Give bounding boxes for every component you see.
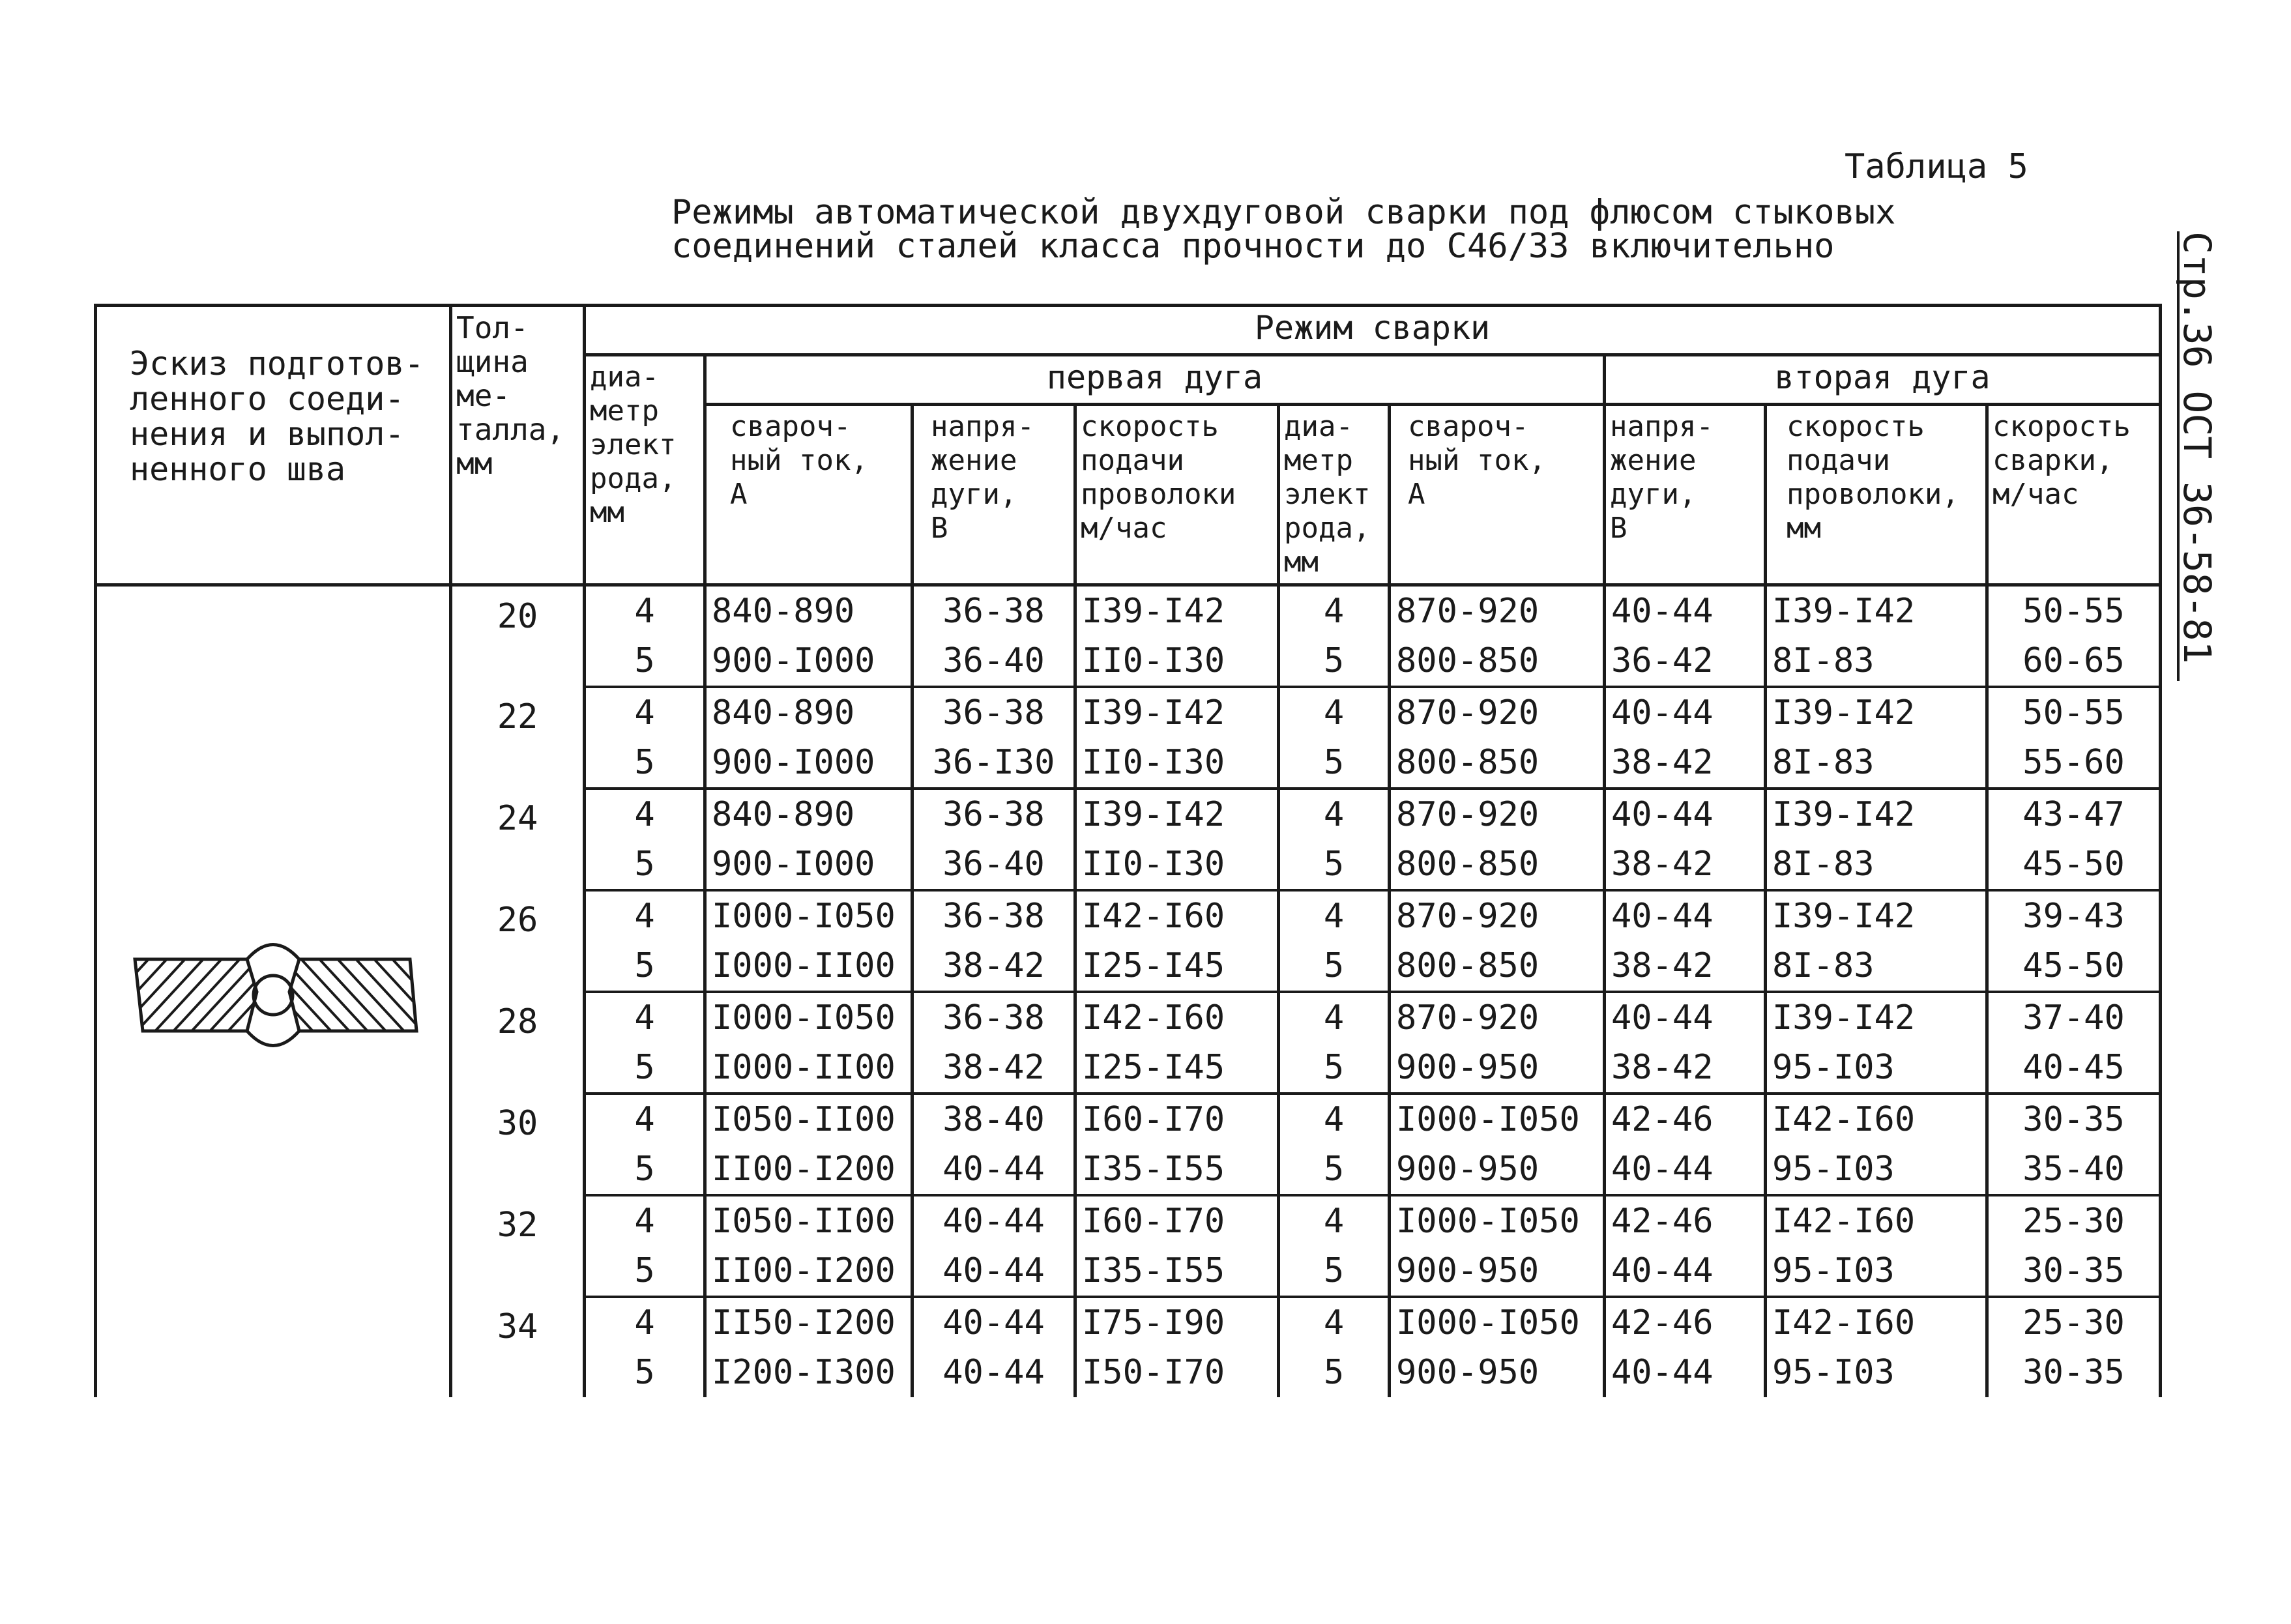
- wire-speed-2-cell: 95-I03: [1766, 1144, 1987, 1195]
- voltage-2-cell: 36-42: [1605, 636, 1766, 687]
- header-voltage-1: напря- жение дуги, В: [912, 405, 1075, 585]
- voltage-2-cell: 40-44: [1605, 1144, 1766, 1195]
- title-line-2: соединений сталей класса прочности до С46/33 включительно: [671, 227, 1835, 266]
- welding-speed-cell: 37-40: [1987, 992, 2161, 1043]
- voltage-2-cell: 38-42: [1605, 1043, 1766, 1094]
- welding-speed-cell: 30-35: [1987, 1094, 2161, 1144]
- welding-speed-cell: 35-40: [1987, 1144, 2161, 1195]
- welding-speed-cell: 50-55: [1987, 687, 2161, 738]
- wire-speed-1-cell: I35-I55: [1075, 1246, 1279, 1297]
- voltage-2-cell: 40-44: [1605, 890, 1766, 941]
- current-2-cell: 800-850: [1390, 636, 1605, 687]
- current-2-cell: 900-950: [1390, 1144, 1605, 1195]
- header-voltage-2: напря- жение дуги, В: [1605, 405, 1766, 585]
- voltage-1-cell: 40-44: [912, 1144, 1075, 1195]
- thickness-cell: 28: [451, 992, 585, 1094]
- header-second-arc: вторая дуга: [1605, 355, 2161, 405]
- voltage-2-cell: 40-44: [1605, 789, 1766, 839]
- wire-speed-1-cell: II0-I30: [1075, 839, 1279, 890]
- wire-speed-2-cell: I42-I60: [1766, 1094, 1987, 1144]
- thickness-cell: 30: [451, 1094, 585, 1195]
- electrode-diameter-2-cell: 4: [1279, 1195, 1390, 1246]
- header-electrode-diameter-1: диа- метр элект рода, мм: [585, 355, 705, 585]
- current-1-cell: I050-II00: [705, 1094, 912, 1144]
- wire-speed-1-cell: I60-I70: [1075, 1094, 1279, 1144]
- voltage-2-cell: 42-46: [1605, 1195, 1766, 1246]
- header-electrode-diameter-2: диа- метр элект рода, мм: [1279, 405, 1390, 585]
- wire-speed-2-cell: I42-I60: [1766, 1297, 1987, 1348]
- thickness-cell: 26: [451, 890, 585, 992]
- voltage-2-cell: 40-44: [1605, 1246, 1766, 1297]
- weld-joint-sketch-icon: [123, 933, 423, 1051]
- current-2-cell: I000-I050: [1390, 1297, 1605, 1348]
- thickness-cell: 34: [451, 1297, 585, 1397]
- current-1-cell: II00-I200: [705, 1246, 912, 1297]
- electrode-diameter-2-cell: 4: [1279, 585, 1390, 637]
- wire-speed-1-cell: I39-I42: [1075, 585, 1279, 637]
- wire-speed-2-cell: 95-I03: [1766, 1348, 1987, 1397]
- voltage-2-cell: 42-46: [1605, 1297, 1766, 1348]
- electrode-diameter-2-cell: 4: [1279, 1297, 1390, 1348]
- wire-speed-2-cell: 8I-83: [1766, 839, 1987, 890]
- current-1-cell: 900-I000: [705, 839, 912, 890]
- current-1-cell: 900-I000: [705, 636, 912, 687]
- electrode-diameter-2-cell: 5: [1279, 1246, 1390, 1297]
- wire-speed-1-cell: I75-I90: [1075, 1297, 1279, 1348]
- welding-speed-cell: 60-65: [1987, 636, 2161, 687]
- wire-speed-2-cell: 8I-83: [1766, 636, 1987, 687]
- electrode-diameter-2-cell: 5: [1279, 636, 1390, 687]
- voltage-2-cell: 40-44: [1605, 687, 1766, 738]
- current-2-cell: 870-920: [1390, 585, 1605, 637]
- voltage-2-cell: 40-44: [1605, 992, 1766, 1043]
- current-1-cell: I000-II00: [705, 1043, 912, 1094]
- current-2-cell: I000-I050: [1390, 1094, 1605, 1144]
- wire-speed-1-cell: I35-I55: [1075, 1144, 1279, 1195]
- thickness-cell: 22: [451, 687, 585, 789]
- welding-speed-cell: 50-55: [1987, 585, 2161, 637]
- wire-speed-1-cell: I42-I60: [1075, 890, 1279, 941]
- current-1-cell: I000-I050: [705, 890, 912, 941]
- wire-speed-2-cell: 95-I03: [1766, 1043, 1987, 1094]
- voltage-2-cell: 40-44: [1605, 1348, 1766, 1397]
- header-wire-speed-2: скорость подачи проволоки, мм: [1766, 405, 1987, 585]
- wire-speed-1-cell: I25-I45: [1075, 1043, 1279, 1094]
- welding-speed-cell: 25-30: [1987, 1195, 2161, 1246]
- thickness-cell: 20: [451, 585, 585, 688]
- header-wire-speed-1: скорость подачи проволоки м/час: [1075, 405, 1279, 585]
- wire-speed-1-cell: I42-I60: [1075, 992, 1279, 1043]
- voltage-2-cell: 42-46: [1605, 1094, 1766, 1144]
- current-2-cell: 870-920: [1390, 687, 1605, 738]
- welding-speed-cell: 30-35: [1987, 1246, 2161, 1297]
- voltage-1-cell: 40-44: [912, 1246, 1075, 1297]
- voltage-1-cell: 36-40: [912, 839, 1075, 890]
- current-2-cell: 870-920: [1390, 890, 1605, 941]
- current-2-cell: 800-850: [1390, 941, 1605, 992]
- voltage-2-cell: 38-42: [1605, 839, 1766, 890]
- header-first-arc: первая дуга: [705, 355, 1605, 405]
- electrode-diameter-2-cell: 5: [1279, 839, 1390, 890]
- current-1-cell: 840-890: [705, 687, 912, 738]
- electrode-diameter-2-cell: 4: [1279, 789, 1390, 839]
- current-2-cell: 900-950: [1390, 1348, 1605, 1397]
- header-thickness: Тол- щина ме- талла, мм: [451, 306, 585, 585]
- voltage-1-cell: 36-40: [912, 636, 1075, 687]
- voltage-2-cell: 38-42: [1605, 941, 1766, 992]
- wire-speed-1-cell: I50-I70: [1075, 1348, 1279, 1397]
- wire-speed-2-cell: 95-I03: [1766, 1246, 1987, 1297]
- wire-speed-1-cell: II0-I30: [1075, 636, 1279, 687]
- voltage-1-cell: 40-44: [912, 1348, 1075, 1397]
- welding-speed-cell: 45-50: [1987, 839, 2161, 890]
- table-title: [671, 193, 1896, 266]
- voltage-1-cell: 36-38: [912, 992, 1075, 1043]
- current-1-cell: II50-I200: [705, 1297, 912, 1348]
- electrode-diameter-2-cell: 4: [1279, 992, 1390, 1043]
- current-1-cell: I000-II00: [705, 941, 912, 992]
- electrode-diameter-2-cell: 5: [1279, 1043, 1390, 1094]
- electrode-diameter-1-cell: 5: [585, 839, 705, 890]
- current-2-cell: 900-950: [1390, 1043, 1605, 1094]
- current-2-cell: I000-I050: [1390, 1195, 1605, 1246]
- current-1-cell: I050-II00: [705, 1195, 912, 1246]
- thickness-cell: 32: [451, 1195, 585, 1297]
- electrode-diameter-1-cell: 5: [585, 1043, 705, 1094]
- voltage-1-cell: 36-38: [912, 687, 1075, 738]
- electrode-diameter-1-cell: 5: [585, 1144, 705, 1195]
- side-page-label: [2177, 231, 2255, 688]
- current-2-cell: 870-920: [1390, 789, 1605, 839]
- welding-speed-cell: 55-60: [1987, 738, 2161, 789]
- electrode-diameter-2-cell: 5: [1279, 738, 1390, 789]
- voltage-1-cell: 36-38: [912, 890, 1075, 941]
- current-1-cell: 840-890: [705, 585, 912, 637]
- wire-speed-2-cell: I42-I60: [1766, 1195, 1987, 1246]
- header-current-2: свароч- ный ток, А: [1390, 405, 1605, 585]
- electrode-diameter-1-cell: 4: [585, 992, 705, 1043]
- electrode-diameter-2-cell: 4: [1279, 1094, 1390, 1144]
- wire-speed-2-cell: I39-I42: [1766, 687, 1987, 738]
- welding-speed-cell: 45-50: [1987, 941, 2161, 992]
- wire-speed-2-cell: I39-I42: [1766, 789, 1987, 839]
- voltage-1-cell: 38-40: [912, 1094, 1075, 1144]
- welding-modes-table: [94, 304, 2162, 1397]
- header-sketch: Эскиз подготов- ленного соеди- нения и выпол- ненного шва: [96, 306, 451, 585]
- electrode-diameter-1-cell: 4: [585, 890, 705, 941]
- wire-speed-1-cell: I60-I70: [1075, 1195, 1279, 1246]
- electrode-diameter-1-cell: 5: [585, 941, 705, 992]
- current-1-cell: I000-I050: [705, 992, 912, 1043]
- current-1-cell: I200-I300: [705, 1348, 912, 1397]
- current-2-cell: 900-950: [1390, 1246, 1605, 1297]
- electrode-diameter-2-cell: 5: [1279, 1144, 1390, 1195]
- voltage-1-cell: 36-38: [912, 789, 1075, 839]
- welding-speed-cell: 43-47: [1987, 789, 2161, 839]
- thickness-cell: 24: [451, 789, 585, 890]
- electrode-diameter-2-cell: 4: [1279, 890, 1390, 941]
- wire-speed-1-cell: II0-I30: [1075, 738, 1279, 789]
- wire-speed-2-cell: 8I-83: [1766, 941, 1987, 992]
- table-row: [96, 585, 2161, 637]
- wire-speed-2-cell: I39-I42: [1766, 585, 1987, 637]
- wire-speed-1-cell: I39-I42: [1075, 687, 1279, 738]
- voltage-1-cell: 40-44: [912, 1195, 1075, 1246]
- current-2-cell: 800-850: [1390, 738, 1605, 789]
- electrode-diameter-1-cell: 5: [585, 1348, 705, 1397]
- current-2-cell: 800-850: [1390, 839, 1605, 890]
- welding-speed-cell: 40-45: [1987, 1043, 2161, 1094]
- weld-sketch-cell: [96, 585, 451, 1398]
- voltage-1-cell: 40-44: [912, 1297, 1075, 1348]
- wire-speed-1-cell: I25-I45: [1075, 941, 1279, 992]
- electrode-diameter-1-cell: 4: [585, 1195, 705, 1246]
- current-1-cell: 900-I000: [705, 738, 912, 789]
- electrode-diameter-2-cell: 5: [1279, 941, 1390, 992]
- electrode-diameter-1-cell: 4: [585, 687, 705, 738]
- current-2-cell: 870-920: [1390, 992, 1605, 1043]
- voltage-1-cell: 38-42: [912, 1043, 1075, 1094]
- voltage-1-cell: 36-38: [912, 585, 1075, 637]
- electrode-diameter-1-cell: 5: [585, 1246, 705, 1297]
- welding-speed-cell: 39-43: [1987, 890, 2161, 941]
- wire-speed-1-cell: I39-I42: [1075, 789, 1279, 839]
- header-mode: Режим сварки: [585, 306, 2161, 355]
- electrode-diameter-2-cell: 5: [1279, 1348, 1390, 1397]
- table-number: Таблица 5: [1845, 147, 2028, 186]
- welding-speed-cell: 30-35: [1987, 1348, 2161, 1397]
- header-welding-speed: скорость сварки, м/час: [1987, 405, 2161, 585]
- header-current-1: свароч- ный ток, А: [705, 405, 912, 585]
- side-label-text: Стр.36 ОСТ 36-58-81: [2175, 231, 2219, 664]
- electrode-diameter-1-cell: 5: [585, 636, 705, 687]
- wire-speed-2-cell: I39-I42: [1766, 992, 1987, 1043]
- electrode-diameter-1-cell: 4: [585, 789, 705, 839]
- current-1-cell: 840-890: [705, 789, 912, 839]
- voltage-1-cell: 38-42: [912, 941, 1075, 992]
- voltage-1-cell: 36-I30: [912, 738, 1075, 789]
- electrode-diameter-2-cell: 4: [1279, 687, 1390, 738]
- electrode-diameter-1-cell: 4: [585, 585, 705, 637]
- wire-speed-2-cell: 8I-83: [1766, 738, 1987, 789]
- voltage-2-cell: 40-44: [1605, 585, 1766, 637]
- electrode-diameter-1-cell: 5: [585, 738, 705, 789]
- welding-speed-cell: 25-30: [1987, 1297, 2161, 1348]
- current-1-cell: II00-I200: [705, 1144, 912, 1195]
- wire-speed-2-cell: I39-I42: [1766, 890, 1987, 941]
- voltage-2-cell: 38-42: [1605, 738, 1766, 789]
- title-line-1: Режимы автоматической двухдуговой сварки под флюсом стыковых: [671, 193, 1896, 232]
- electrode-diameter-1-cell: 4: [585, 1094, 705, 1144]
- electrode-diameter-1-cell: 4: [585, 1297, 705, 1348]
